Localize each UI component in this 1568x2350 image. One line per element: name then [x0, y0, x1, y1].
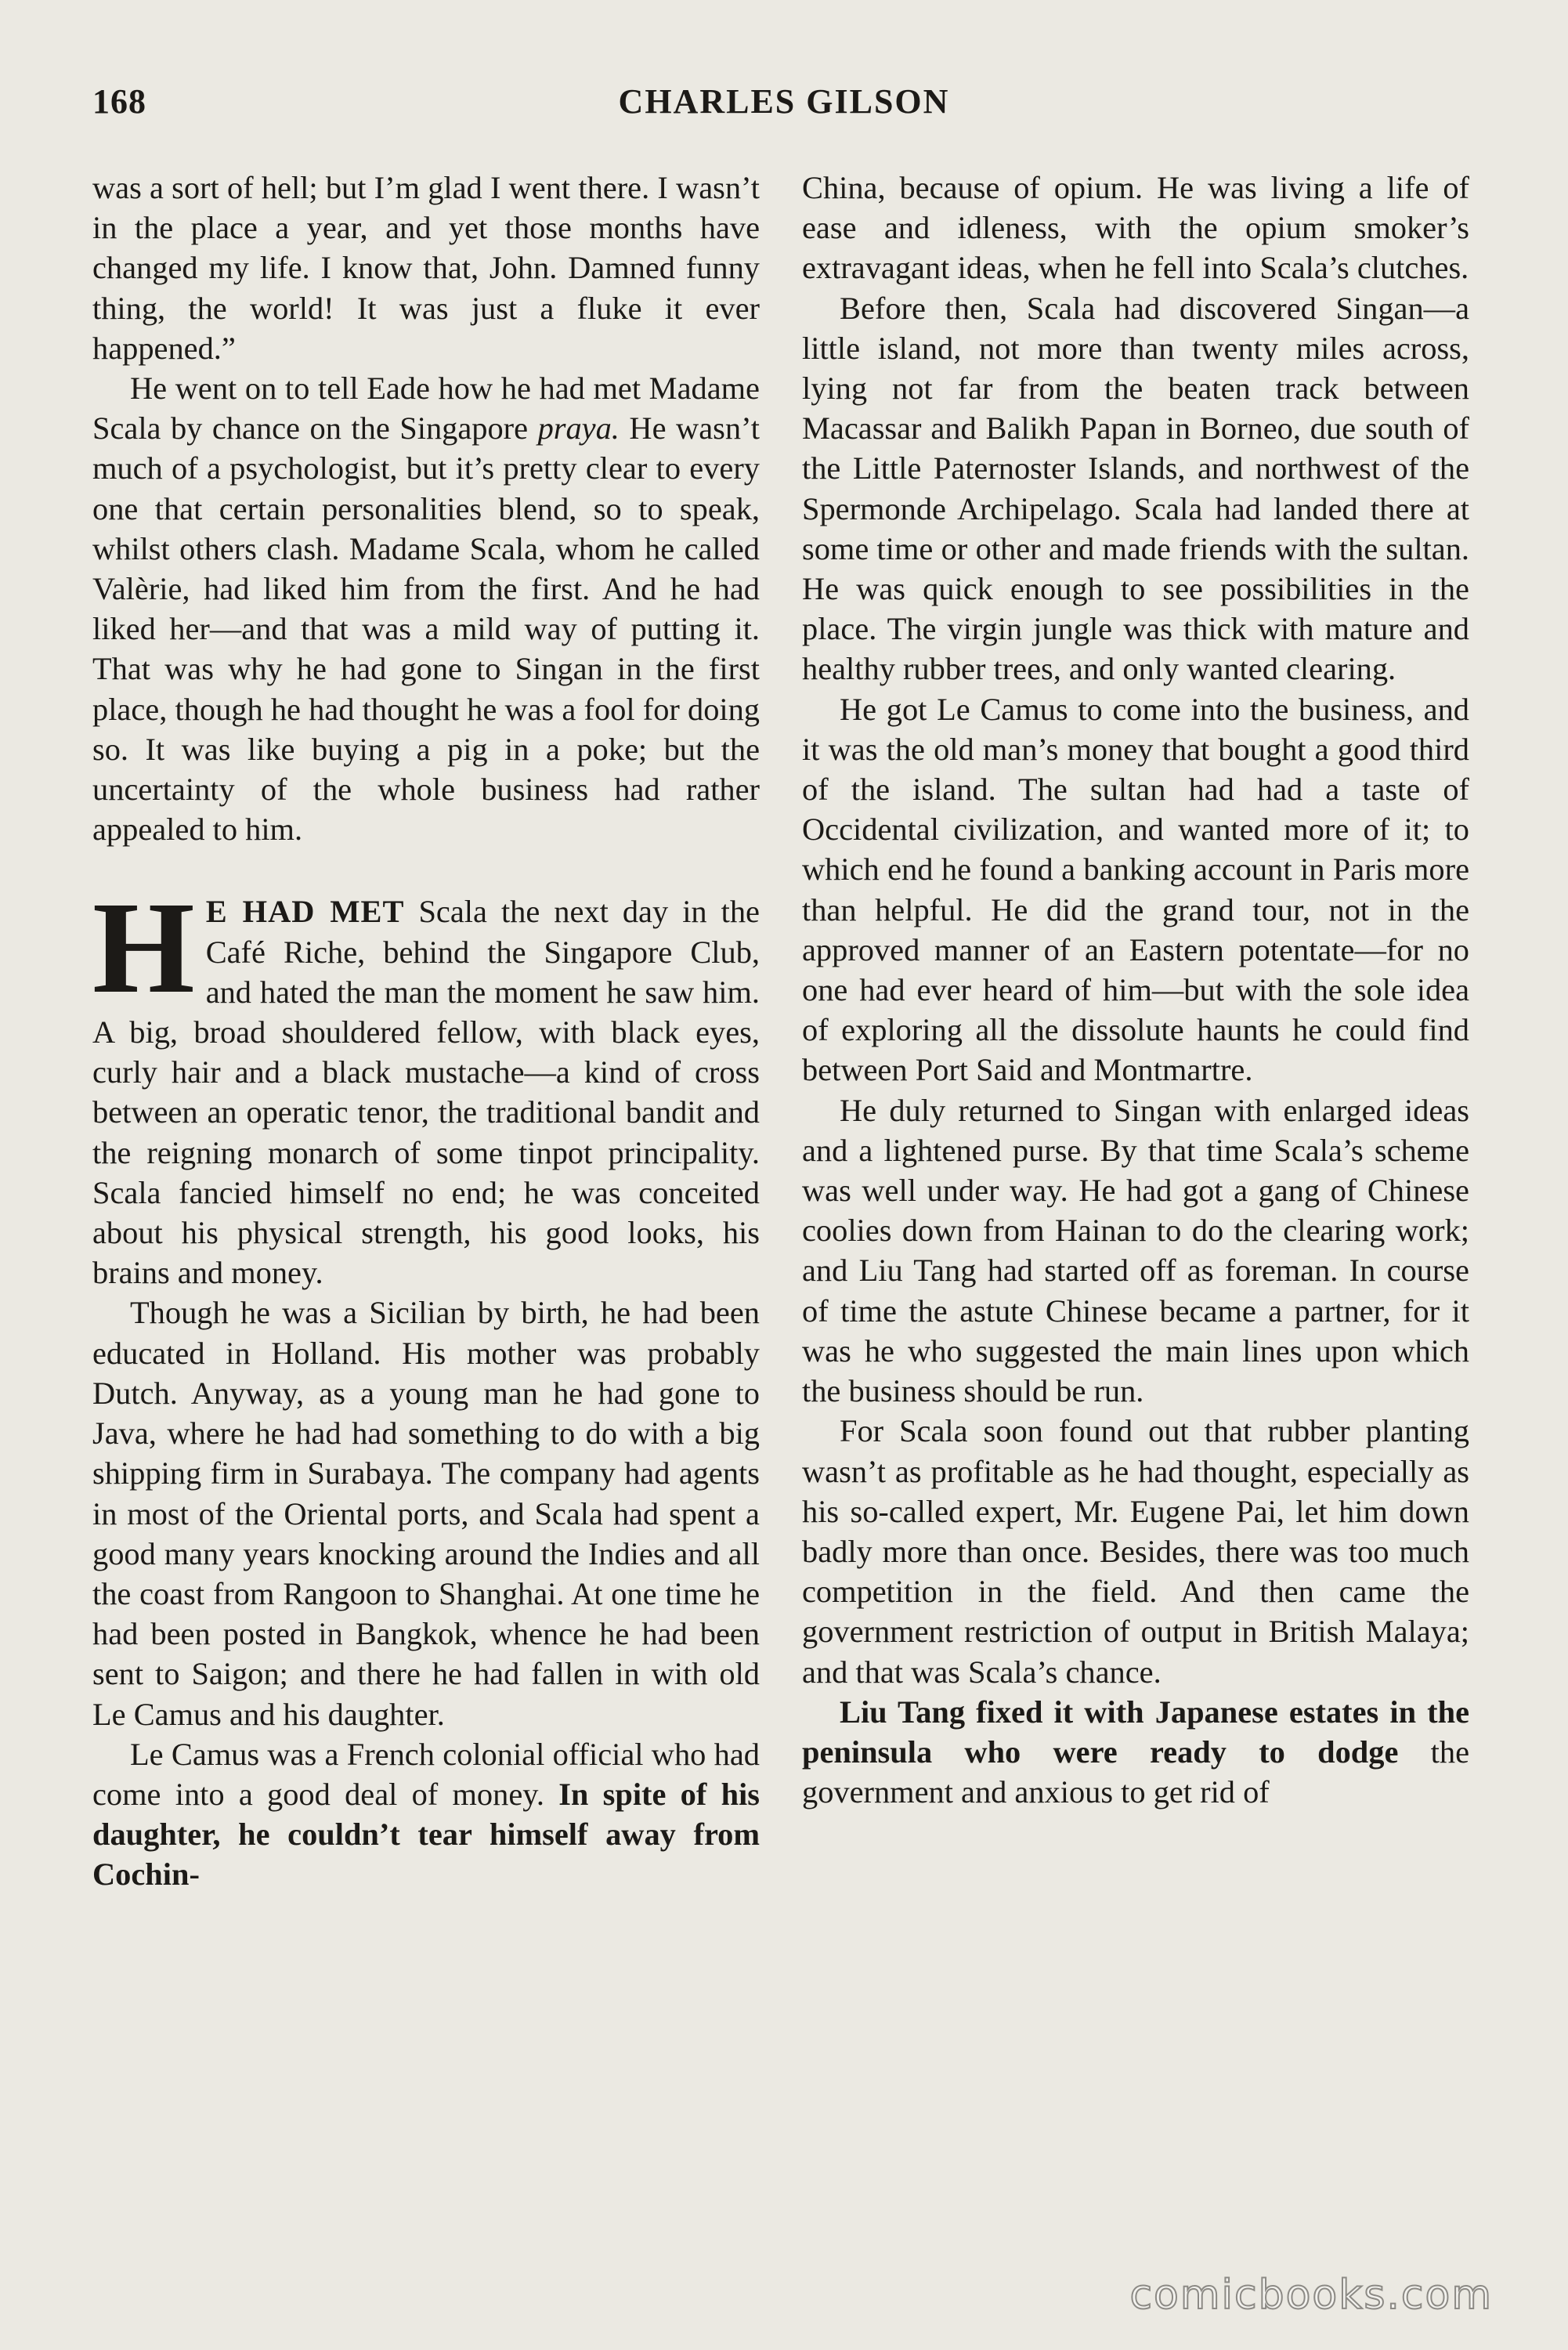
paragraph-text-bold: Liu Tang fixed it with Japanese estates in the peninsula who were ready to dodge [802, 1694, 1469, 1770]
paragraph-text: Le Camus was a French colonial official who had come into a good deal of money. [92, 1736, 760, 1812]
paragraph: Though he was a Sicilian by birth, he had been educated in Holland. His mother was probably Dutch. Anyway, as a young man he had gone to Java, where he had had something to do with a big shipping firm in Surabaya. The company had agents in most of the Oriental ports, and Scala had spent a good many years knocking around the Indies and all the coast from Rangoon to Shanghai. At one time he had been posted in Bangkok, whence he had been sent to Saigon; and there he had fallen in with old Le Camus and his daughter. [92, 1295, 760, 1732]
paragraph-text: Scala the next day in the Café Riche, behind the Singapore Club, and hated the man the moment he saw him. A big, broad shouldered fellow, with black eyes, curly hair and a black mustache—a kind of cross between an operatic tenor, the traditional bandit and the reigning monarch of some tinpot principality. Scala fancied himself no end; he was conceited about his physical strength, his good looks, his brains and money. [92, 894, 760, 1291]
paragraph [802, 1692, 1469, 1813]
right-column [802, 168, 1469, 1812]
paragraph: He duly returned to Singan with enlarged ideas and a lightened purse. By that time Scala’s scheme was well under way. He had got a gang of Chinese coolies down from Hainan to do the clearing work; and Liu Tang had started off as foreman. In course of time the astute Chinese became a partner, for it was he who suggested the main lines upon which the business should be run. [802, 1092, 1469, 1409]
paragraph: China, because of opium. He was living a life of ease and idleness, with the opium smoker’s extravagant ideas, when he fell into Scala’s clutches. [802, 170, 1469, 286]
paragraph [92, 1734, 760, 1895]
section-opening-paragraph [92, 875, 760, 1292]
paragraph-text-bold: In spite of his daughter, he couldn’t tear himself away from Cochin- [92, 1776, 760, 1893]
paragraph-text: He went on to tell Eade how he had met Madame Scala by chance on the Singapore [92, 371, 760, 446]
lead-in-caps: E HAD MET [205, 894, 405, 930]
paragraph: He got Le Camus to come into the business, and it was the old man’s money that bought a good third of the island. The sultan had had a taste of Occidental civilization, and wanted more of it; to which end he found a banking account in Paris more than helpful. He did the grand tour, not in the approved manner of an Eastern potentate—for no one had ever heard of him—but with the sole idea of exploring all the dissolute haunts he could find between Port Said and Montmartre. [802, 691, 1469, 1088]
paragraph: was a sort of hell; but I’m glad I went there. I wasn’t in the place a year, and yet those months have changed my life. I know that, John. Damned funny thing, the world! It was just a fluke it ever happened.” [92, 170, 760, 366]
paragraph-text: the government and anxious to get rid of [802, 1734, 1469, 1810]
running-head: CHARLES GILSON [618, 82, 950, 121]
page-number: 168 [92, 82, 146, 121]
watermark: comicbooks.com [1129, 2272, 1493, 2319]
paragraph [92, 368, 760, 849]
paragraph: For Scala soon found out that rubber planting wasn’t as profitable as he had thought, especially as his so-called expert, Mr. Eugene Pai, let him down badly more than once. Besides, there was too much competition in the field. And then came the government restriction of output in British Malaya; and that was Scala’s chance. [802, 1413, 1469, 1690]
paragraph: Before then, Scala had discovered Singan—a little island, not more than twenty miles across, lying not far from the beaten track between Macassar and Balikh Papan in Borneo, due south of the Little Paternoster Islands, and northwest of the Spermonde Archipelago. Scala had landed there at some time or other and made friends with the sultan. He was quick enough to see possibilities in the place. The virgin jungle was thick with mature and healthy rubber trees, and only wanted clearing. [802, 290, 1469, 687]
left-column [92, 168, 760, 1895]
italic-word: praya. [537, 410, 620, 446]
drop-cap: H [92, 875, 195, 1021]
paragraph-text: He wasn’t much of a psychologist, but it’s pretty clear to every one that certain personalities blend, so to speak, whilst others clash. Madame Scala, whom he called Valèrie, had liked him from the first. And he had liked her—and that was a mild way of putting it. That was why he had gone to Singan in the first place, though he had thought he was a fool for doing so. It was like buying a pig in a poke; but the uncertainty of the whole business had rather appealed to him. [92, 410, 760, 848]
